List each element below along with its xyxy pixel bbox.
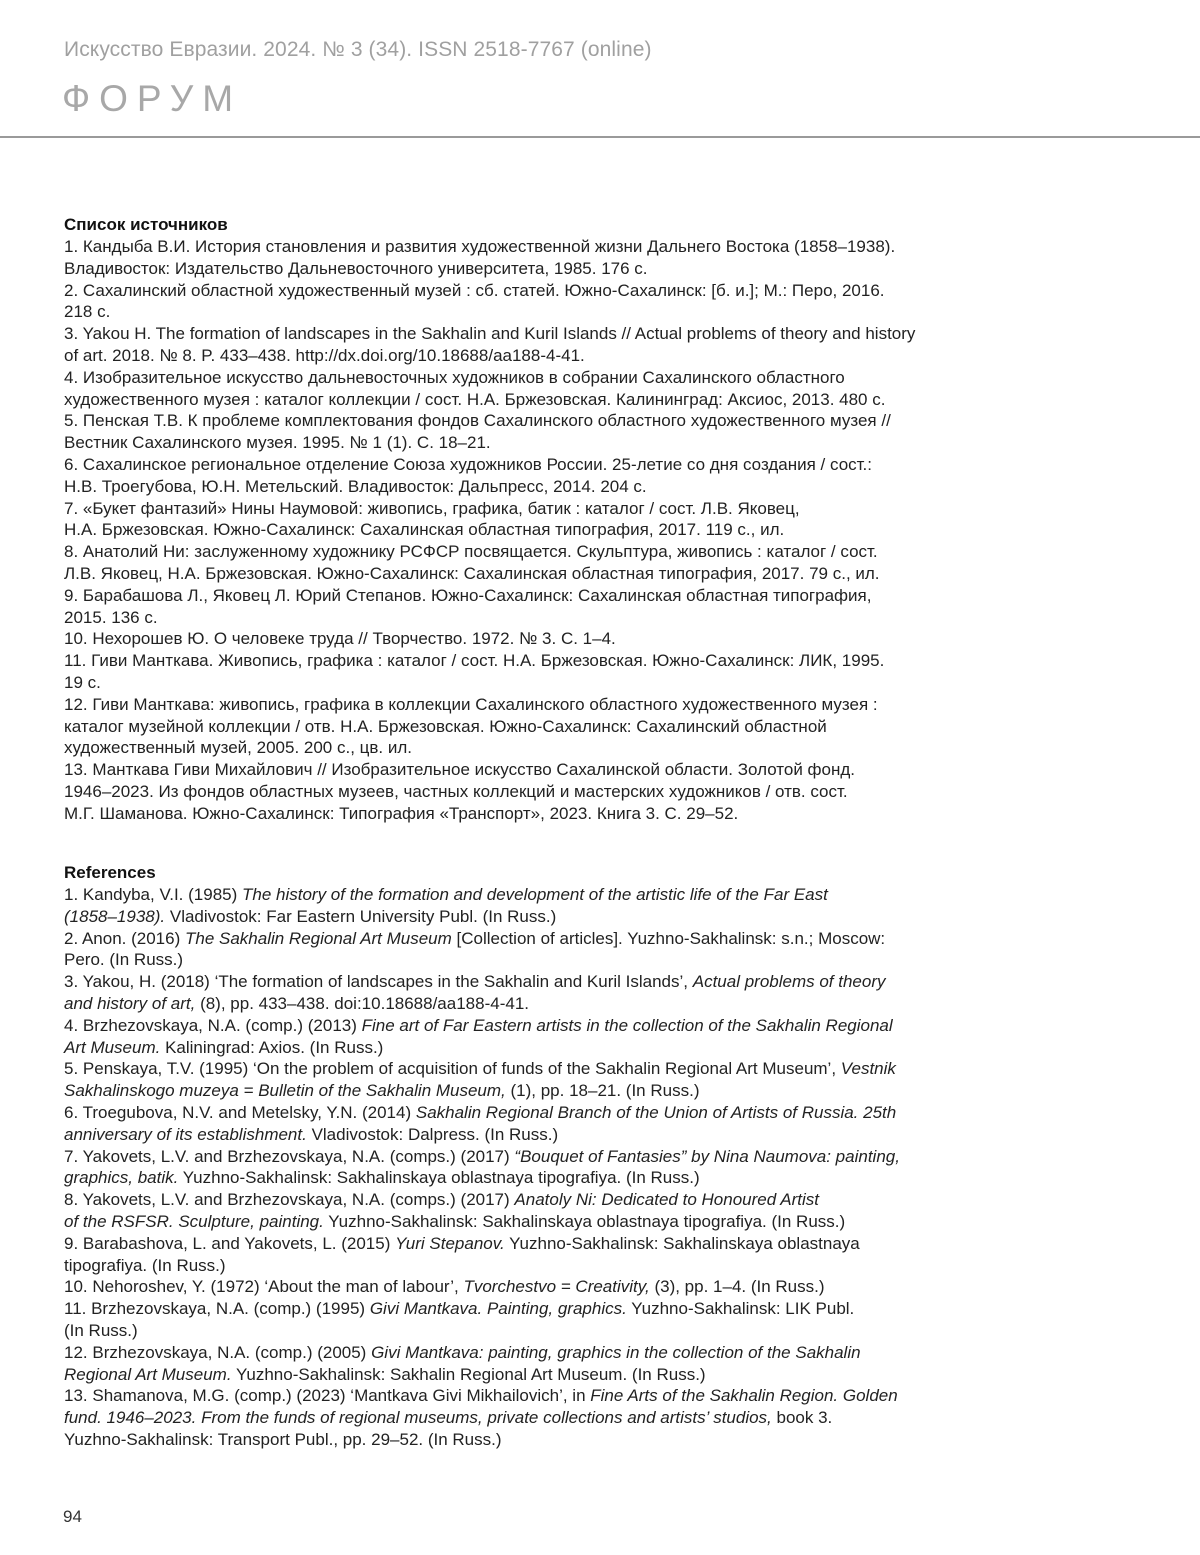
sources-heading: Список источников: [64, 215, 228, 234]
references-heading: References: [64, 863, 156, 882]
reference-item: [64, 1298, 1064, 1342]
source-item: 5. Пенская Т.В. К проблеме комплектования фондов Сахалинского областного художественного музея // Вестник Сахалинского музея. 1995. № 1 (1). С. 18–21.: [64, 411, 891, 453]
reference-text: (3), pp. 1–4. (In Russ.): [649, 1277, 825, 1297]
reference-text: 13. Shamanova, M.G. (comp.) (2023) ‘Mantkava Givi Mikhailovich’, in: [64, 1386, 591, 1406]
reference-text: Yuzhno-Sakhalinsk: Sakhalinskaya oblastnaya tipografiya. (In Russ.): [64, 1233, 860, 1275]
reference-item: [64, 884, 1064, 928]
reference-title: Anatoly Ni: Dedicated to Honoured Artist of the RSFSR. Sculpture, painting.: [64, 1190, 819, 1231]
reference-item: [64, 1276, 1064, 1298]
reference-item: [64, 971, 1064, 1015]
journal-title: Искусство Евразии. 2024. № 3 (34). ISSN 2518-7767 (online): [64, 38, 652, 61]
sources-list: [64, 236, 1064, 825]
source-item: 13. Манткава Гиви Михайлович // Изобразительное искусство Сахалинской области. Золотой фонд. 1946–2023. Из фондов областных музеев, частных коллекций и мастерских художников / отв. сост. М.Г. Шаманова. Южно-Сахалинск: Типография «Транспорт», 2023. Книга 3. С. 29–52.: [64, 760, 856, 823]
reference-title: Vestnik Sakhalinskogo muzeya = Bulletin of the Sakhalin Museum,: [64, 1059, 896, 1101]
reference-title: Actual problems of theory and history of art,: [64, 972, 886, 1013]
reference-item: [64, 1102, 1064, 1146]
reference-text: 11. Brzhezovskaya, N.A. (comp.) (1995): [64, 1299, 370, 1319]
reference-title: Givi Mantkava: painting, graphics in the collection of the Sakhalin Regional Art Museum.: [64, 1342, 861, 1384]
page-number: 94: [63, 1507, 82, 1526]
reference-text: book 3. Yuzhno-Sakhalinsk: Transport Publ., pp. 29–52. (In Russ.): [64, 1408, 833, 1449]
source-item: 6. Сахалинское региональное отделение Союза художников России. 25-летие со дня создания / сост.: Н.В. Троегубова, Ю.Н. Метельский. Владивосток: Дальпресс, 2014. 204 с.: [64, 454, 872, 496]
reference-text: Yuzhno-Sakhalinsk: Sakhalinskaya oblastnaya tipografiya. (In Russ.): [178, 1168, 700, 1188]
reference-title: Yuri Stepanov.: [395, 1233, 505, 1253]
reference-item: [64, 1015, 1064, 1059]
reference-title: Tvorchestvo = Creativity,: [463, 1277, 650, 1297]
reference-text: (8), pp. 433–438. doi:10.18688/aa188-4-41.: [195, 993, 529, 1013]
reference-text: Yuzhno-Sakhalinsk: Sakhalinskaya oblastnaya tipografiya. (In Russ.): [323, 1211, 846, 1231]
reference-item: [64, 1189, 1064, 1233]
reference-title: Fine Arts of the Sakhalin Region. Golden fund. 1946–2023. From the funds of regional museums, private collections and artists’ studios,: [64, 1386, 898, 1428]
reference-text: Yuzhno-Sakhalinsk: LIK Publ. (In Russ.): [64, 1299, 855, 1340]
reference-title: “Bouquet of Fantasies” by Nina Naumova: painting, graphics, batik.: [64, 1146, 900, 1188]
reference-text: 10. Nehoroshev, Y. (1972) ‘About the man of labour’,: [64, 1277, 464, 1297]
references-section-en: [64, 862, 1064, 1451]
reference-item: [64, 1342, 1064, 1386]
reference-title: The history of the formation and development of the artistic life of the Far East (1858–1938).: [64, 885, 828, 926]
reference-text: Vladivostok: Far Eastern University Publ. (In Russ.): [165, 906, 557, 926]
page-header: [0, 0, 1200, 138]
reference-item: [64, 1146, 1064, 1190]
reference-text: 5. Penskaya, T.V. (1995) ‘On the problem of acquisition of funds of the Sakhalin Regional Art Museum’,: [64, 1059, 841, 1079]
source-item: 4. Изобразительное искусство дальневосточных художников в собрании Сахалинского областного художественного музея : каталог коллекции / сост. Н.А. Бржезовская. Калининград: Аксиос, 2013. 480 с.: [64, 367, 886, 409]
reference-text: 12. Brzhezovskaya, N.A. (comp.) (2005): [64, 1342, 372, 1362]
reference-text: 2. Anon. (2016): [64, 928, 185, 948]
references-list: [64, 884, 1064, 1451]
source-item: 1. Кандыба В.И. История становления и развития художественной жизни Дальнего Востока (1858–1938). Владивосток: Издательство Дальневосточного университета, 1985. 176 с.: [64, 237, 896, 278]
reference-text: Vladivostok: Dalpress. (In Russ.): [306, 1124, 559, 1144]
source-item: 2. Сахалинский областной художественный музей : сб. статей. Южно-Сахалинск: [б. и.]; М.: Перо, 2016. 218 с.: [64, 280, 885, 322]
reference-item: [64, 1233, 1064, 1277]
reference-title: The Sakhalin Regional Art Museum: [184, 928, 452, 948]
section-title: ФОРУМ: [62, 78, 243, 119]
reference-text: 8. Yakovets, L.V. and Brzhezovskaya, N.A. (comps.) (2017): [64, 1190, 515, 1210]
reference-text: 6. Troegubova, N.V. and Metelsky, Y.N. (2014): [64, 1102, 416, 1122]
reference-text: Yuzhno-Sakhalinsk: Sakhalin Regional Art Museum. (In Russ.): [231, 1364, 706, 1384]
source-item: 10. Нехорошев Ю. О человеке труда // Творчество. 1972. № 3. С. 1–4.: [64, 629, 616, 649]
sources-section-ru: [64, 214, 1064, 825]
reference-text: (1), pp. 18–21. (In Russ.): [505, 1081, 700, 1101]
source-item: 7. «Букет фантазий» Нины Наумовой: живопись, графика, батик : каталог / сост. Л.В. Яковец, Н.А. Бржезовская. Южно-Сахалинск: Сахалинская областная типография, 2017. 119 с., ил.: [64, 498, 800, 540]
reference-text: Kaliningrad: Axios. (In Russ.): [160, 1037, 384, 1057]
reference-text: 1. Kandyba, V.I. (1985): [64, 885, 242, 904]
source-item: 3. Yakou H. The formation of landscapes in the Sakhalin and Kuril Islands // Actual problems of theory and history of art. 2018. № 8. P. 433–438. http://dx.doi.org/10.18688/aa188-4-41.: [64, 324, 916, 365]
source-item: 11. Гиви Манткава. Живопись, графика : каталог / сост. Н.А. Бржезовская. Южно-Сахалинск: ЛИК, 1995. 19 с.: [64, 651, 885, 692]
reference-text: 4. Brzhezovskaya, N.A. (comp.) (2013): [64, 1015, 362, 1035]
reference-text: 7. Yakovets, L.V. and Brzhezovskaya, N.A. (comps.) (2017): [64, 1146, 515, 1166]
source-item: 9. Барабашова Л., Яковец Л. Юрий Степанов. Южно-Сахалинск: Сахалинская областная типография, 2015. 136 с.: [64, 585, 872, 627]
reference-text: [Collection of articles]. Yuzhno-Sakhalinsk: s.n.; Moscow: Pero. (In Russ.): [64, 928, 886, 970]
reference-item: [64, 928, 1064, 972]
reference-text: 9. Barabashova, L. and Yakovets, L. (2015): [64, 1233, 396, 1253]
reference-item: [64, 1385, 1064, 1450]
source-item: 8. Анатолий Ни: заслуженному художнику РСФСР посвящается. Скульптура, живопись : каталог / сост. Л.В. Яковец, Н.А. Бржезовская. Южно-Сахалинск: Сахалинская областная типография, 2017. 79 с., ил.: [64, 542, 880, 583]
reference-item: [64, 1058, 1064, 1102]
reference-title: Givi Mantkava. Painting, graphics.: [369, 1299, 627, 1319]
reference-title: Sakhalin Regional Branch of the Union of Artists of Russia. 25th anniversary of its establishment.: [64, 1102, 897, 1144]
reference-text: 3. Yakou, H. (2018) ‘The formation of landscapes in the Sakhalin and Kuril Islands’,: [64, 972, 693, 992]
reference-title: Fine art of Far Eastern artists in the collection of the Sakhalin Regional Art Museum.: [64, 1015, 893, 1057]
source-item: 12. Гиви Манткава: живопись, графика в коллекции Сахалинского областного художественного музея : каталог музейной коллекции / отв. Н.А. Бржезовская. Южно-Сахалинск: Сахалинский областной художественный музей, 2005. 200 с., цв. ил.: [64, 694, 878, 758]
